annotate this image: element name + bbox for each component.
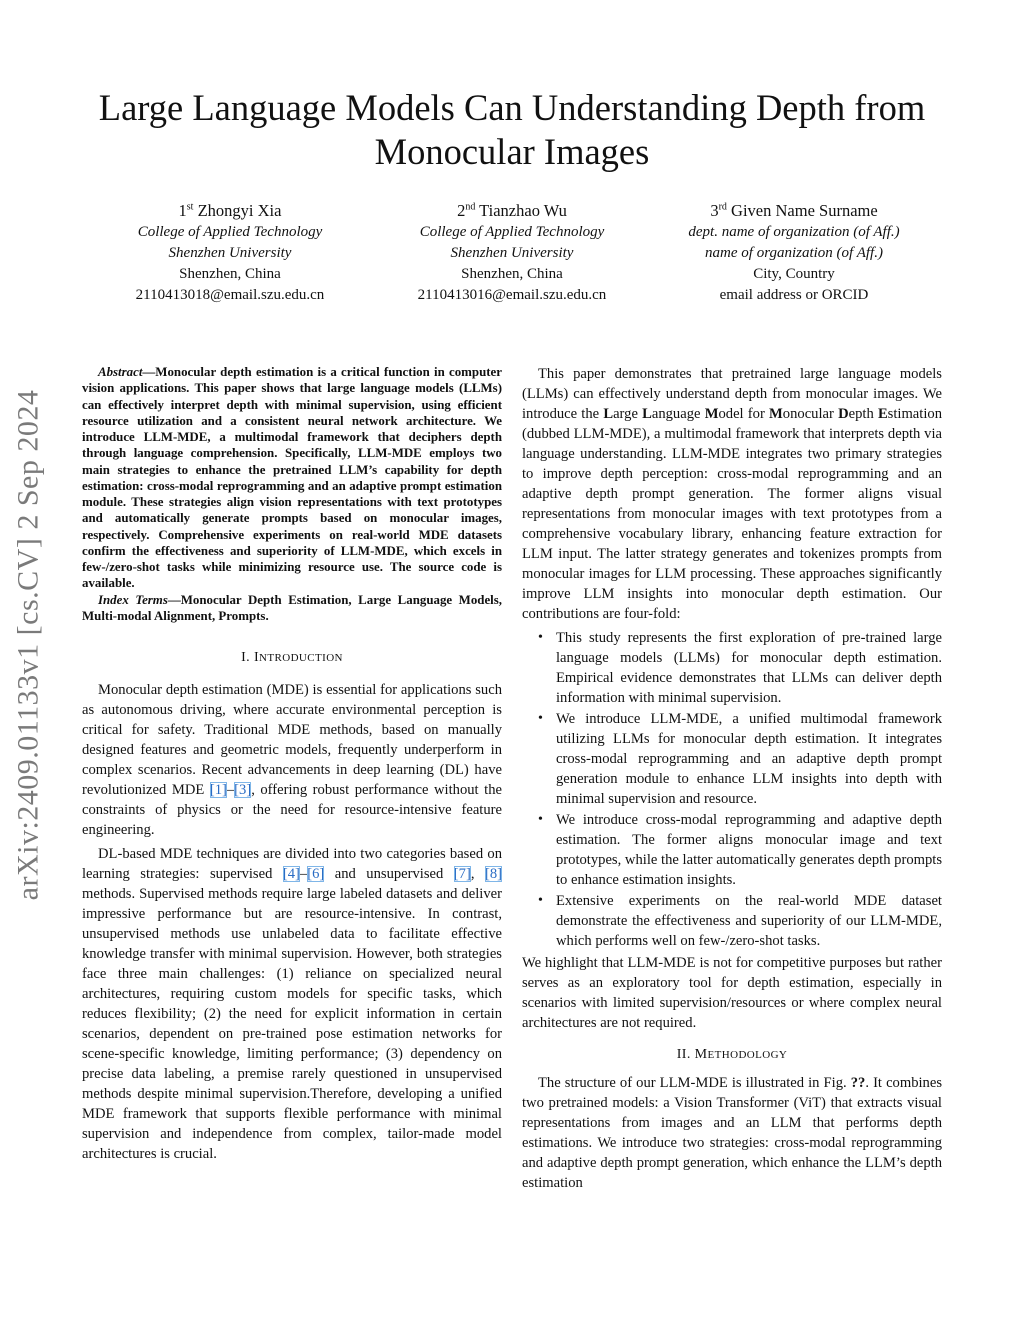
- author-ordinal: 2: [457, 201, 466, 220]
- author-ordinal-suffix: nd: [465, 201, 476, 213]
- author-ordinal-suffix: rd: [718, 201, 727, 213]
- abstract: [82, 364, 502, 592]
- author-block: [100, 200, 924, 306]
- arxiv-side-label: [8, 360, 48, 930]
- method-paragraph-1: [522, 1073, 942, 1193]
- acronym-letter: M: [769, 406, 783, 422]
- author-name-line: [664, 200, 924, 221]
- author-affiliation: College of Applied Technology: [137, 224, 323, 240]
- citation-link[interactable]: [4]: [282, 866, 300, 882]
- paragraph-text: This paper demonstrates that pretrained large language models (LLMs) can effectively understand depth from monocular images. We introduce the: [522, 366, 942, 422]
- right-paragraph-1: [522, 364, 942, 624]
- paragraph-text: arge: [613, 406, 643, 422]
- intro-paragraph-1: [82, 680, 502, 840]
- section-heading-methodology: [522, 1045, 942, 1065]
- citation-range-dash: –: [299, 866, 308, 882]
- author-location: City, Country: [753, 266, 835, 282]
- intro-paragraph-2: [82, 844, 502, 1164]
- author-name: Given Name Surname: [731, 201, 878, 220]
- citation-separator: ,: [470, 866, 485, 882]
- author-1: [100, 200, 360, 306]
- author-organization: Shenzhen University: [450, 245, 574, 261]
- author-3: [664, 200, 924, 306]
- index-terms-lead: Index Terms: [98, 592, 168, 607]
- author-affiliation: dept. name of organization (of Aff.): [688, 224, 900, 240]
- paragraph-text: Monocular depth estimation (MDE) is essential for applications such as autonomous driving, where accurate environmental perception is critical for safety. Traditional MDE methods, based on manually designed features and geometric models, frequently underperform in complex scenarios. Recent advancements in deep learning (DL) have revolutionized MDE: [82, 682, 502, 798]
- list-item: • We introduce LLM-MDE, a unified multimodal framework utilizing LLMs for monocular depth estimation. It integrates cross-modal reprogramming and an adaptive depth prompt generation module to enhance LLM insights into depth with minimal supervision and resource.: [522, 709, 942, 809]
- author-name: Zhongyi Xia: [197, 201, 282, 220]
- index-terms: [82, 592, 502, 625]
- section-title-initial: I: [253, 650, 260, 665]
- abstract-lead: Abstract: [98, 365, 143, 379]
- list-item: • Extensive experiments on the real-world MDE dataset demonstrate the effectiveness and superiority of our LLM-MDE, which performs well on few-/zero-shot tasks.: [522, 891, 942, 951]
- acronym-letter: M: [704, 406, 719, 422]
- author-ordinal: 1: [178, 201, 187, 220]
- paragraph-text: odel for: [718, 406, 770, 422]
- list-item: • This study represents the first exploration of pre-trained large language models (LLMs) for monocular depth estimation. Empirical evidence demonstrates that LLMs can deliver depth information with minimal supervision.: [522, 628, 942, 708]
- paragraph-text: The structure of our LLM-MDE is illustrated in Fig.: [538, 1075, 851, 1091]
- paper-title: Large Language Models Can Understanding Depth from Monocular Images: [98, 87, 926, 172]
- left-column: [82, 364, 502, 1164]
- author-location: Shenzhen, China: [179, 266, 281, 282]
- author-2: [382, 200, 642, 306]
- index-terms-text: —Monocular Depth Estimation, Large Language Models, Multi-modal Alignment, Prompts.: [82, 592, 503, 623]
- list-item: • We introduce cross-modal reprogramming and adaptive depth estimation. The former aligns monocular image and text prototypes, while the latter automatically generates depth prompts to enhance estimation insights.: [522, 810, 942, 890]
- author-email: email address or ORCID: [719, 287, 869, 303]
- right-paragraph-2: We highlight that LLM-MDE is not for competitive purposes but rather serves as an exploratory tool for depth estimation, especially in scenarios with limited supervision/resources or where complex neural architectures are not required.: [522, 955, 942, 1031]
- author-name-line: [100, 200, 360, 221]
- citation-link[interactable]: [1]: [209, 782, 227, 798]
- section-number: I.: [241, 650, 251, 665]
- paragraph-text: anguage: [651, 406, 705, 422]
- citation-range-dash: –: [226, 782, 235, 798]
- acronym-letter: E: [877, 406, 888, 422]
- paragraph-text: methods. Supervised methods require large labeled datasets and deliver impressive performance but are resource-intensive. In contrast, unsupervised methods use unlabeled data to facilitate effective knowledge transfer with minimal supervision. However, both strategies face three main challenges: (1) reliance on specialized neural architectures, requiring custom models for specific tasks, which reduces flexibility; (2) the need for explicit information in certain scenarios, dependent on pre-trained pose estimation networks for scene-specific knowledge, limiting performance; (3) dependency on precise data labeling, a premise rarely questioned in unsupervised methods despite minimal supervision.Therefore, developing a unified MDE framework that supports flexible performance with minimal supervision and independence from complex, tailor-made model architectures is crucial.: [82, 886, 502, 1162]
- citation-link[interactable]: [7]: [453, 866, 471, 882]
- contributions-list: [522, 628, 942, 951]
- author-affiliation: College of Applied Technology: [419, 224, 605, 240]
- acronym-letter: D: [838, 406, 849, 422]
- citation-link[interactable]: [8]: [484, 866, 502, 882]
- right-column: [522, 364, 942, 1193]
- paragraph-text: stimation (dubbed LLM-MDE), a multimodal framework that interprets depth via language understanding. LLM-MDE integrates two primary strategies to improve depth perception: cross-modal reprogramming and an adaptive depth prompt generation. The former aligns visual representations from monocular images with text prototypes from a comprehensive vocabulary library, enhancing feature extraction for LLM input. The latter strategy generates and tokenizes prompts from monocular images for LLM processing. These approaches significantly improve LLM insights into monocular depth estimation. Our contributions are four-fold:: [522, 406, 942, 622]
- author-organization: Shenzhen University: [168, 245, 292, 261]
- paragraph-text: epth: [848, 406, 878, 422]
- paragraph-text: onocular: [782, 406, 839, 422]
- author-name: Tianzhao Wu: [479, 201, 567, 220]
- section-title-initial: M: [694, 1047, 708, 1062]
- unresolved-figure-ref: ??: [850, 1075, 866, 1091]
- paragraph-text: , offering robust performance without the constraints of physics or the need for resource-intensive feature engineering.: [82, 782, 502, 838]
- author-email: 2110413016@email.szu.edu.cn: [417, 287, 607, 303]
- author-email: 2110413018@email.szu.edu.cn: [135, 287, 325, 303]
- citation-link[interactable]: [3]: [234, 782, 252, 798]
- section-title-rest: NTRODUCTION: [259, 652, 343, 664]
- author-location: Shenzhen, China: [461, 266, 563, 282]
- citation-link[interactable]: [6]: [307, 866, 325, 882]
- acronym-letter: L: [642, 406, 652, 422]
- author-ordinal: 3: [710, 201, 719, 220]
- section-number: II.: [676, 1047, 691, 1062]
- arxiv-identifier: arXiv:2409.01133v1 [cs.CV] 2 Sep 2024: [11, 389, 44, 901]
- author-organization: name of organization (of Aff.): [705, 245, 883, 261]
- paragraph-text: . It combines two pretrained models: a Vision Transformer (ViT) that extracts visual representations from images and an LLM that performs depth estimations. We introduce two strategies: cross-modal reprogramming and adaptive depth prompt generation, which enhance the LLM’s depth estimation: [522, 1075, 942, 1191]
- author-ordinal-suffix: st: [186, 201, 194, 213]
- paragraph-text: and unsupervised: [324, 866, 454, 882]
- acronym-letter: L: [603, 406, 614, 422]
- abstract-text: —Monocular depth estimation is a critical function in computer vision applications. This paper shows that large language models (LLMs) can effectively interpret depth with minimal supervision, using efficient resource utilization and a consistent neural network architecture. We introduce LLM-MDE, a multimodal framework that deciphers depth through language comprehension. Specifically, LLM-MDE employs two main strategies to enhance the pretrained LLM’s capability for depth estimation: cross-modal reprogramming and an adaptive prompt estimation module. These strategies align vision representations with text prototypes and automatically generate prompts based on monocular images, respectively. Comprehensive experiments on real-world MDE datasets confirm the effectiveness and superiority of LLM-MDE, which excels in few-/zero-shot tasks while minimizing resource use. The source code is available.: [82, 365, 502, 591]
- author-name-line: [382, 200, 642, 221]
- section-title-rest: ETHODOLOGY: [707, 1049, 788, 1061]
- paragraph-text: DL-based MDE techniques are divided into two categories based on learning strategies: supervised: [82, 846, 502, 882]
- section-heading-introduction: [82, 648, 502, 668]
